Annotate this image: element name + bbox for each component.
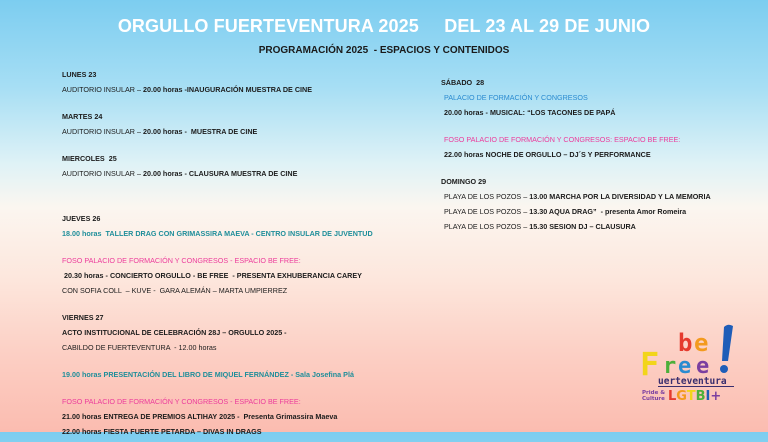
logo-culture: Culture <box>642 396 665 402</box>
poster-title: ORGULLO FUERTEVENTURA 2025 DEL 23 AL 29 DE JUNIO <box>117 16 651 36</box>
logo-e3: e <box>696 354 710 379</box>
day-heading-martes: MARTES 24 <box>62 112 103 121</box>
event-miercoles <box>62 169 422 179</box>
venue-foso-jueves: FOSO PALACIO DE FORMACIÓN Y CONGRESOS - ESPACIO BE FREE: <box>62 256 301 265</box>
event-sabado-night: 22.00 horas NOCHE DE ORGULLO – DJ´S Y PERFORMANCE <box>444 150 651 159</box>
event-title: 15.30 SESION DJ – CLAUSURA <box>529 222 636 231</box>
day-heading-jueves: JUEVES 26 <box>62 214 101 223</box>
event-jueves-concert: 20.30 horas - CONCIERTO ORGULLO - BE FREE - PRESENTA EXHUBERANCIA CAREY <box>62 271 362 280</box>
event-viernes-awards: 21.00 horas ENTREGA DE PREMIOS ALTIHAY 2025 - Presenta Grimassira Maeva <box>62 412 338 421</box>
schedule-left-column <box>62 70 422 442</box>
event-domingo-1 <box>441 192 761 202</box>
venue: PLAYA DE LOS POZOS – <box>444 207 530 216</box>
logo-e: e <box>694 329 709 357</box>
venue: AUDITORIO INSULAR – <box>62 127 143 136</box>
event-jueves-artists: CON SOFIA COLL – KUVE - GARA ALEMÁN – MARTA UMPIERREZ <box>62 286 288 295</box>
venue-foso-sabado: FOSO PALACIO DE FORMACIÓN Y CONGRESOS: ESPACIO BE FREE: <box>444 135 681 144</box>
logo-b: b <box>678 329 693 357</box>
venue: AUDITORIO INSULAR – <box>62 169 143 178</box>
event-viernes-party: 22.00 horas FIESTA FUERTE PETARDA – DIVAS IN DRAGS <box>62 427 262 436</box>
event-martes <box>62 127 422 137</box>
venue-palacio-sabado: PALACIO DE FORMACIÓN Y CONGRESOS <box>444 93 588 102</box>
logo-pride: Pride & <box>642 390 666 396</box>
logo-lgtbi: LGTBI+ <box>668 389 722 403</box>
event-viernes-act-place: CABILDO DE FUERTEVENTURA - 12.00 horas <box>62 343 217 352</box>
event-title: 13.30 AQUA DRAG” - presenta Amor Romeira <box>529 207 687 216</box>
day-heading-domingo: DOMINGO 29 <box>441 177 487 186</box>
event-domingo-3 <box>441 222 761 232</box>
event-jueves-workshop: 18.00 horas TALLER DRAG CON GRIMASSIRA MAEVA - CENTRO INSULAR DE JUVENTUD <box>62 229 373 238</box>
venue: AUDITORIO INSULAR – <box>62 85 143 94</box>
event-title: 20.00 horas - MUESTRA DE CINE <box>142 127 258 136</box>
venue: PLAYA DE LOS POZOS – <box>444 192 530 201</box>
logo-r: r <box>663 354 677 379</box>
logo-e2: e <box>678 354 692 379</box>
poster-subtitle: PROGRAMACIÓN 2025 - ESPACIOS Y CONTENIDOS <box>258 45 510 56</box>
event-title: 20.00 horas -INAUGURACIÓN MUESTRA DE CINE <box>142 85 313 94</box>
event-domingo-2 <box>441 207 761 217</box>
day-heading-lunes: LUNES 23 <box>62 70 97 79</box>
logo-F: F <box>640 345 660 383</box>
day-heading-miercoles: MIERCOLES 25 <box>62 154 117 163</box>
be-free-fuerteventura-logo <box>636 323 748 403</box>
schedule-right-column <box>441 78 761 237</box>
exclamation-icon <box>722 325 733 361</box>
logo-place: uerteventura <box>658 376 727 387</box>
event-title: 20.00 horas - CLAUSURA MUESTRA DE CINE <box>142 169 298 178</box>
event-viernes-book: 19.00 horas PRESENTACIÓN DEL LIBRO DE MIQUEL FERNÁNDEZ - Sala Josefina Plá <box>62 370 354 379</box>
venue-foso-viernes: FOSO PALACIO DE FORMACIÓN Y CONGRESOS - ESPACIO BE FREE: <box>62 397 301 406</box>
event-sabado-musical: 20.00 horas - MUSICAL: “LOS TACONES DE PAPÁ <box>444 108 616 117</box>
event-viernes-act: ACTO INSTITUCIONAL DE CELEBRACIÓN 28J – ORGULLO 2025 - <box>62 328 287 337</box>
day-heading-viernes: VIERNES 27 <box>62 313 104 322</box>
venue: PLAYA DE LOS POZOS – <box>444 222 530 231</box>
day-heading-sabado: SÁBADO 28 <box>441 78 485 87</box>
event-title: 13.00 MARCHA POR LA DIVERSIDAD Y LA MEMORIA <box>529 192 711 201</box>
event-lunes <box>62 85 422 95</box>
